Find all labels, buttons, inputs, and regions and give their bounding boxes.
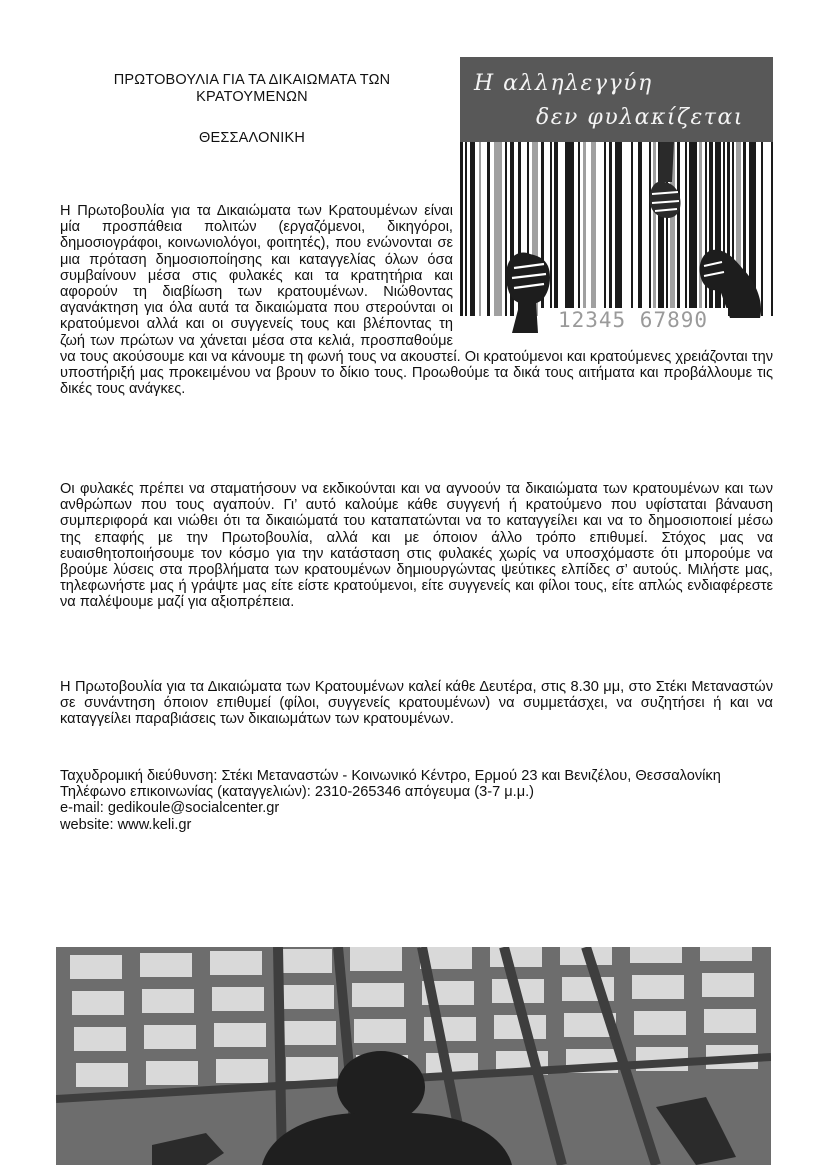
city-name: ΘΕΣΣΑΛΟΝΙΚΗ xyxy=(198,130,306,146)
window-pane xyxy=(286,1057,338,1081)
barcode-digits: 12345 67890 xyxy=(538,308,728,332)
window-pane xyxy=(282,985,334,1009)
window-pane xyxy=(632,975,684,999)
window-pane xyxy=(72,991,124,1015)
window-pane xyxy=(210,951,262,975)
window-pane xyxy=(212,987,264,1011)
postal-address xyxy=(60,768,773,784)
window-pane xyxy=(216,1059,268,1083)
window-pane xyxy=(700,947,752,961)
postal-address-label: Ταχυδρομική διεύθυνση: xyxy=(60,768,218,784)
poster-slogan-line2: δεν φυλακίζεται xyxy=(536,105,744,130)
window-pane xyxy=(704,1009,756,1033)
window-pane xyxy=(142,989,194,1013)
window-pane xyxy=(76,1063,128,1087)
window-pane xyxy=(630,947,682,963)
prison-cell-photo xyxy=(56,947,771,1165)
window-pane xyxy=(70,955,122,979)
poster-slogan-line1: Η αλληλεγγύη xyxy=(474,71,653,96)
window-pane xyxy=(144,1025,196,1049)
meeting-paragraph: Η Πρωτοβουλία για τα Δικαιώματα των Κρατουμένων καλεί κάθε Δευτέρα, στις 8.30 μμ, στο Στέκι Μεταναστών σε συνάντηση όποιον επιθυμεί (φίλοι, συγγενείς κρατουμένων) να συμμετάσχει, να συζητήσει ή και να καταγγείλει παραβιάσεις των δικαιωμάτων των κρατουμένων. xyxy=(60,679,773,728)
window-pane xyxy=(146,1061,198,1085)
intro-paragraph xyxy=(60,203,773,397)
postal-address-value: Στέκι Μεταναστών - Κοινωνικό Κέντρο, Ερμού 23 και Βενιζέλου, Θεσσαλονίκη xyxy=(221,768,721,784)
window-pane xyxy=(352,983,404,1007)
window-pane xyxy=(634,1011,686,1035)
contact-block xyxy=(60,768,773,833)
phone-value: 2310-265346 απόγευμα (3-7 μ.μ.) xyxy=(314,784,535,801)
window-pane xyxy=(354,1019,406,1043)
window-pane xyxy=(280,949,332,973)
website-line xyxy=(60,817,773,833)
window-pane xyxy=(490,947,542,967)
intro-text: Η Πρωτοβουλία για τα Δικαιώματα των Κρατουμένων είναι μία προσπάθεια πολιτών (εργαζόμενοι, δικηγόροι, δημοσιογράφοι, κοινωνιολόγοι, φοιτητές), που ενώνονται σε μια πρόταση δημοσιοποίησης και καταγγελίας όλων όσα συμβαίνουν μέσα στις φυλακές και τα κρατητήρια και αφορούν τη διαβίωση των κρατουμένων. Νιώθοντας αγανάκτηση για όλα αυτά τα δικαιώματα που στερούνται οι κρατούμενοι αλλά και οι συγγενείς τους και βλέποντας τη ζωή των πρώτων να χάνεται μέσα στα κελιά, προσπαθούμε να τους ακούσουμε και να κάνουμε τη φωνή τους να ακουστεί. Οι κρατούμενοι και κρατούμενες χρειάζονται την υποστήριξή μας προκειμένου να βρουν το δίκιο τους. Προωθούμε τα δικά τους αιτήματα και προβάλλουμε τις δικές τους ανάγκες. xyxy=(60,203,773,398)
organization-name: ΠΡΩΤΟΒΟΥΛΙΑ ΓΙΑ ΤΑ ΔΙΚΑΙΩΜΑΤΑ ΤΩΝ ΚΡΑΤΟΥΜΕΝΩΝ xyxy=(113,72,391,105)
website-link[interactable]: www.keli.gr xyxy=(117,816,192,833)
email-label: e-mail: xyxy=(60,800,104,817)
email-line xyxy=(60,800,773,816)
document-header xyxy=(60,72,444,147)
email-link[interactable]: gedikoule@socialcenter.gr xyxy=(107,800,280,817)
window-pane xyxy=(140,953,192,977)
phone-label: Τηλέφωνο επικοινωνίας (καταγγελιών): xyxy=(60,784,311,801)
poster-wrap-space xyxy=(453,203,773,342)
prison-cell-illustration xyxy=(56,947,771,1165)
window-pane xyxy=(74,1027,126,1051)
poster-banner xyxy=(460,57,773,142)
window-pane xyxy=(214,1023,266,1047)
window-pane xyxy=(702,973,754,997)
window-pane xyxy=(350,947,402,971)
window-pane xyxy=(284,1021,336,1045)
second-paragraph: Οι φυλακές πρέπει να σταματήσουν να εκδικούνται και να αγνοούν τα δικαιώματα των κρατουμένων και των ανθρώπων που τους αγαπούν. Γι’ αυτό καλούμε κάθε συγγενή ή κρατούμενο που υφίσταται βάναυση συμπεριφορά και νιώθει ότι τα δικαιώματά του καταπατώνται να το καταγγείλει και να το δημοσιοποιεί μέσω της επαφής με την Πρωτοβουλία, αλλά και με όποιον άλλο τρόπο επιθυμεί. Στόχος μας να ευαισθητοποιήσουμε τον κόσμο για την κατάσταση στις φυλακές χωρίς να υποσχόμαστε ότι μπορούμε να βρούμε λύσεις στα προβλήματα των κρατουμένων δημιουργώντας ψεύτικες ελπίδες σ’ αυτούς. Μιλήστε μας, τηλεφωνήστε μας ή γράψτε μας είτε είστε κρατούμενοι, είτε συγγενείς και φίλοι τους, είτε απλώς ενδιαφέρεστε να παλέψουμε μαζί για αξιοπρέπεια. xyxy=(60,481,773,611)
phone-line xyxy=(60,784,773,800)
website-label: website: xyxy=(60,816,114,833)
